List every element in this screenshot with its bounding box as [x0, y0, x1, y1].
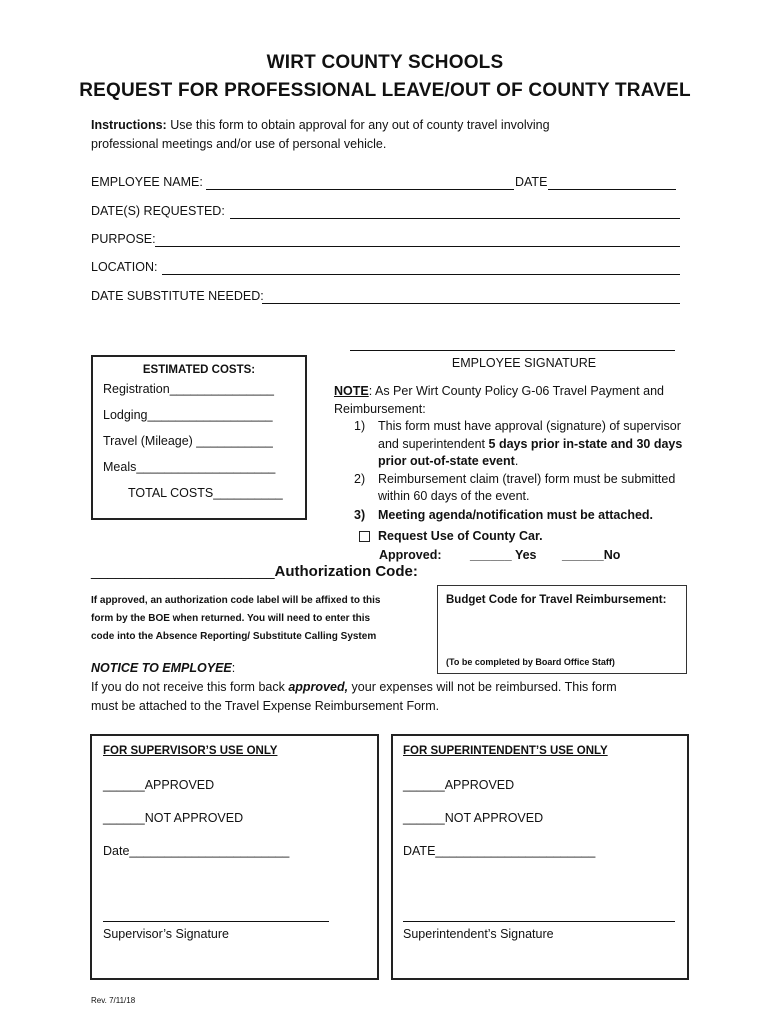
- notice-text-bold: approved,: [288, 680, 349, 694]
- instructions-text: Use this form to obtain approval for any out of county travel involving: [170, 118, 550, 132]
- county-car-label: Request Use of County Car.: [378, 529, 543, 543]
- note-item-1-bold-2: prior out-of-state event: [378, 454, 515, 468]
- supervisor-approved[interactable]: ______APPROVED: [103, 778, 215, 792]
- cost-travel-mileage[interactable]: Travel (Mileage) ___________: [103, 434, 273, 448]
- note-item-1-bold-1: 5 days prior in-state and 30 days: [488, 436, 683, 451]
- notice-heading: [91, 661, 235, 675]
- note-item-2: [334, 471, 714, 506]
- estimated-costs-heading: ESTIMATED COSTS:: [142, 364, 256, 376]
- note-label: NOTE: [334, 384, 369, 398]
- purpose-field[interactable]: [155, 246, 680, 247]
- date-label: DATE: [515, 175, 548, 189]
- superintendent-signature-label: Superintendent’s Signature: [403, 927, 554, 941]
- budget-code-box: [437, 585, 687, 674]
- cost-lodging[interactable]: Lodging__________________: [103, 408, 273, 422]
- notice-text: [91, 680, 711, 694]
- supervisor-box: [90, 734, 379, 980]
- note-intro-2: Reimbursement:: [334, 402, 426, 416]
- location-label: LOCATION:: [91, 260, 158, 274]
- note-item-1-text-b: and superintendent: [378, 436, 489, 451]
- superintendent-date[interactable]: DATE_______________________: [403, 844, 596, 858]
- superintendent-signature-line[interactable]: [403, 921, 675, 922]
- note-item-1: [334, 418, 714, 471]
- employee-name-label: EMPLOYEE NAME:: [91, 175, 203, 189]
- county-car-yes[interactable]: ______ Yes: [470, 548, 537, 562]
- instructions-label: Instructions:: [91, 118, 167, 132]
- date-substitute-label: DATE SUBSTITUTE NEEDED:: [91, 289, 264, 303]
- budget-code-heading: Budget Code for Travel Reimbursement:: [446, 594, 667, 606]
- notice-text-b: your expenses will not be reimbursed. This form: [348, 680, 617, 694]
- cost-meals[interactable]: Meals____________________: [103, 460, 276, 474]
- note-item-3-text: Meeting agenda/notification must be attached.: [378, 507, 654, 522]
- notice-label: NOTICE TO EMPLOYEE: [91, 661, 232, 675]
- employee-signature-label: EMPLOYEE SIGNATURE: [451, 356, 597, 370]
- employee-signature-line[interactable]: [350, 350, 675, 351]
- county-car-request[interactable]: [359, 529, 543, 543]
- county-car-approved-label: Approved:: [379, 548, 442, 562]
- purpose-label: PURPOSE:: [91, 232, 156, 246]
- note-item-1-number: 1): [354, 419, 366, 433]
- cost-registration[interactable]: Registration_______________: [103, 382, 274, 396]
- supervisor-signature-label: Supervisor’s Signature: [103, 927, 229, 941]
- note-item-2-text-a: Reimbursement claim (travel) form must be submitted: [378, 471, 676, 486]
- supervisor-date[interactable]: Date_______________________: [103, 844, 290, 858]
- note-intro-text: : As Per Wirt County Policy G-06 Travel Payment and: [368, 384, 664, 398]
- budget-code-footer: (To be completed by Board Office Staff): [446, 657, 615, 667]
- employee-name-field[interactable]: [206, 189, 514, 190]
- authorization-code-label: Authorization Code:: [274, 563, 418, 580]
- authorization-code: [91, 563, 418, 580]
- notice-text-a: If you do not receive this form back: [91, 680, 289, 694]
- superintendent-approved[interactable]: ______APPROVED: [403, 778, 515, 792]
- form-title-line2: REQUEST FOR PROFESSIONAL LEAVE/OUT OF COUNTY TRAVEL: [79, 80, 691, 101]
- note-intro: [334, 384, 694, 398]
- county-car-no[interactable]: ______No: [562, 548, 621, 562]
- note-item-2-number: 2): [354, 471, 366, 486]
- revision-date: Rev. 7/11/18: [91, 996, 136, 1005]
- superintendent-heading: FOR SUPERINTENDENT’S USE ONLY: [403, 745, 608, 757]
- superintendent-box: [391, 734, 689, 980]
- note-list: [334, 418, 714, 524]
- cost-total[interactable]: TOTAL COSTS__________: [128, 486, 283, 500]
- instructions-text-2: professional meetings and/or use of personal vehicle.: [91, 137, 387, 151]
- authorization-text-2: form by the BOE when returned. You will need to enter this: [91, 613, 371, 624]
- form-title-line1: WIRT COUNTY SCHOOLS: [266, 52, 504, 73]
- authorization-code-field[interactable]: ______________________: [91, 563, 275, 580]
- note-item-2-text-b: within 60 days of the event.: [378, 489, 530, 503]
- date-substitute-field[interactable]: [262, 303, 680, 304]
- note-item-3-number: 3): [354, 507, 366, 522]
- supervisor-signature-line[interactable]: [103, 921, 329, 922]
- estimated-costs-box: [91, 355, 307, 520]
- notice-text-2: must be attached to the Travel Expense Reimbursement Form.: [91, 699, 440, 713]
- supervisor-not-approved[interactable]: ______NOT APPROVED: [103, 811, 244, 825]
- dates-requested-label: DATE(S) REQUESTED:: [91, 204, 225, 218]
- note-item-3: [334, 507, 714, 525]
- note-item-1-text-a: This form must have approval (signature) of supervisor: [378, 419, 681, 433]
- date-field[interactable]: [548, 189, 676, 190]
- county-car-checkbox[interactable]: [359, 531, 370, 542]
- authorization-text-1: If approved, an authorization code label will be affixed to this: [91, 595, 381, 606]
- dates-requested-field[interactable]: [230, 218, 680, 219]
- supervisor-heading: FOR SUPERVISOR’S USE ONLY: [103, 745, 278, 757]
- authorization-text-3: code into the Absence Reporting/ Substitute Calling System: [91, 631, 377, 642]
- note-item-1-end: .: [514, 454, 519, 468]
- location-field[interactable]: [162, 274, 680, 275]
- notice-colon: :: [231, 661, 236, 675]
- superintendent-not-approved[interactable]: ______NOT APPROVED: [403, 811, 544, 825]
- instructions: [91, 118, 691, 132]
